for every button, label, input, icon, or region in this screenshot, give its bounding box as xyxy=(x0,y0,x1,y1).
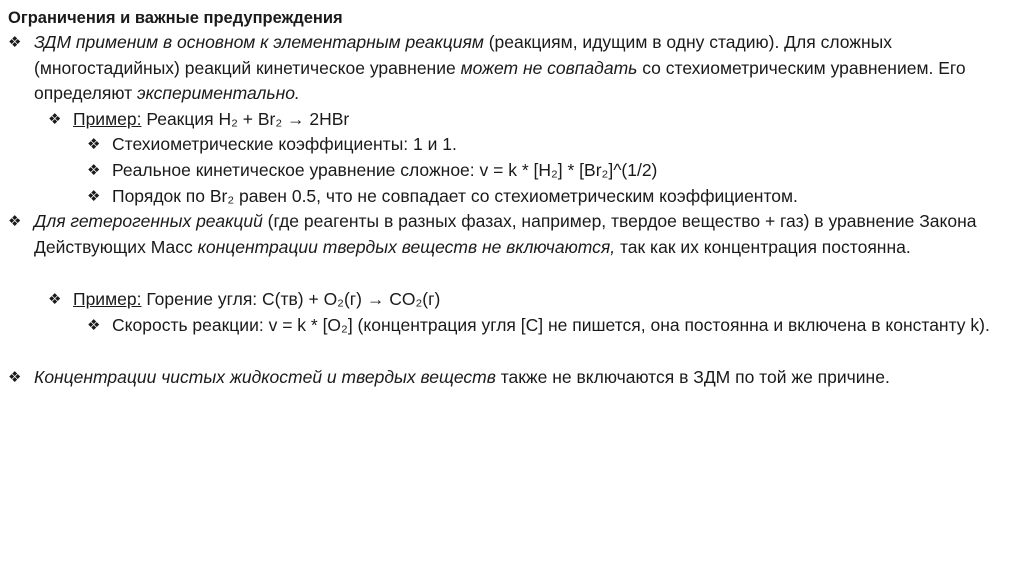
diamond-bullet-icon: ❖ xyxy=(87,161,101,179)
diamond-bullet-icon: ❖ xyxy=(87,187,101,205)
list-item: Порядок по Br₂ равен 0.5, что не совпадает со стехиометрическим коэффициентом. xyxy=(112,186,798,206)
diamond-bullet-icon: ❖ xyxy=(8,212,22,230)
list-item: Стехиометрические коэффициенты: 1 и 1. xyxy=(112,134,457,154)
diamond-bullet-icon: ❖ xyxy=(8,368,22,386)
list-item: ЗДМ применим в основном к элементарным реакциям (реакциям, идущим в одну стадию). Для сложных (многостадийных) реакций кинетическое уравнение может не совпадать со стехиометрическим уравнением. Его определяют экспериментально. xyxy=(34,32,966,104)
slide-title: Ограничения и важные предупреждения xyxy=(8,9,343,27)
diamond-bullet-icon: ❖ xyxy=(48,290,62,308)
list-item: Для гетерогенных реакций (где реагенты в разных фазах, например, твердое вещество + газ) в уравнение Закона Действующих Масс концентрации твердых веществ не включаются, так как их концентрация постоянна. xyxy=(34,211,977,257)
diamond-bullet-icon: ❖ xyxy=(87,316,101,334)
diamond-bullet-icon: ❖ xyxy=(8,33,22,51)
diamond-bullet-icon: ❖ xyxy=(48,110,62,128)
diamond-bullet-icon: ❖ xyxy=(87,135,101,153)
list-item: Пример: Реакция H₂ + Br₂ → 2HBr xyxy=(73,109,350,129)
list-item: Концентрации чистых жидкостей и твердых веществ также не включаются в ЗДМ по той же причине. xyxy=(34,367,890,387)
list-item: Пример: Горение угля: C(тв) + O₂(г) → CO₂(г) xyxy=(73,289,441,309)
list-item: Реальное кинетическое уравнение сложное: v = k * [H₂] * [Br₂]^(1/2) xyxy=(112,160,658,180)
list-item: Скорость реакции: v = k * [O₂] (концентрация угля [C] не пишется, она постоянна и включена в константу k). xyxy=(112,315,990,335)
